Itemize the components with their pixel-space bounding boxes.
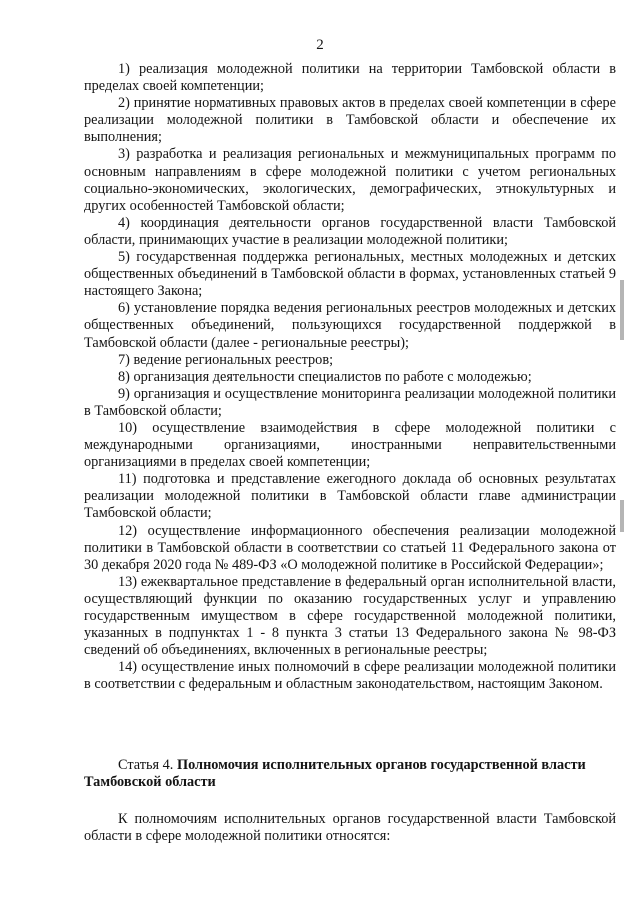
article-heading	[84, 757, 616, 791]
list-item: 7) ведение региональных реестров;	[118, 351, 334, 368]
article-number: Статья 4.	[118, 757, 177, 773]
list-item: 14) осуществление иных полномочий в сфере реализации молодежной политики в соответствии с федеральным и областным законодательством, настоящим Законом.	[84, 659, 616, 693]
list-item: 6) установление порядка ведения региональных реестров молодежных и детских общественных объединений, пользующихся государственной поддержкой в Тамбовской области (далее - региональные реестры);	[84, 300, 616, 351]
scan-edge-mark	[620, 280, 624, 340]
list-item: 13) ежеквартальное представление в федеральный орган исполнительной власти, осуществляющий функции по оказанию государственных услуг и управлению государственным имуществом в сфере государственной молодежной политики, указанных в подпунктах 1 - 8 пункта 3 статьи 13 Федерального закона № 98-ФЗ сведений об объединениях, включенных в региональные реестры;	[84, 573, 616, 659]
list-item: 3) разработка и реализация региональных и межмуниципальных программ по основным направлениям в сфере молодежной политики с учетом региональных социально-экономических, экологических, демографических, этнокультурных и других особенностей Тамбовской области;	[84, 146, 616, 214]
list-item: 4) координация деятельности органов государственной власти Тамбовской области, принимающих участие в реализации молодежной политики;	[84, 214, 616, 248]
article-intro: К полномочиям исполнительных органов государственной власти Тамбовской области в сфере молодежной политики относятся:	[84, 811, 616, 845]
page-number: 2	[316, 37, 324, 53]
scan-edge-mark	[620, 500, 624, 532]
article-title: Полномочия исполнительных органов государственной власти Тамбовской области	[84, 757, 586, 791]
list-item: 1) реализация молодежной политики на территории Тамбовской области в пределах своей компетенции;	[84, 61, 616, 95]
list-item: 8) организация деятельности специалистов по работе с молодежью;	[118, 368, 532, 385]
list-item: 10) осуществление взаимодействия в сфере молодежной политики с международными организациями, иностранными неправительственными организациями в пределах своей компетенции;	[84, 419, 616, 471]
list-item: 9) организация и осуществление мониторинга реализации молодежной политики в Тамбовской области;	[84, 385, 616, 419]
list-item: 2) принятие нормативных правовых актов в пределах своей компетенции в сфере реализации молодежной политики в Тамбовской области и обеспечение их выполнения;	[84, 95, 616, 146]
list-item: 12) осуществление информационного обеспечения реализации молодежной политики в Тамбовской области в соответствии со статьей 11 Федерального закона от 30 декабря 2020 года № 489-ФЗ «О молодежной политике в Российской Федерации»;	[84, 522, 616, 573]
competence-list	[84, 61, 616, 693]
list-item: 11) подготовка и представление ежегодного доклада об основных результатах реализации молодежной политики в Тамбовской области главе администрации Тамбовской области;	[84, 471, 616, 522]
list-item: 5) государственная поддержка региональных, местных молодежных и детских общественных объединений в Тамбовской области в формах, установленных статьей 9 настоящего Закона;	[84, 249, 616, 300]
